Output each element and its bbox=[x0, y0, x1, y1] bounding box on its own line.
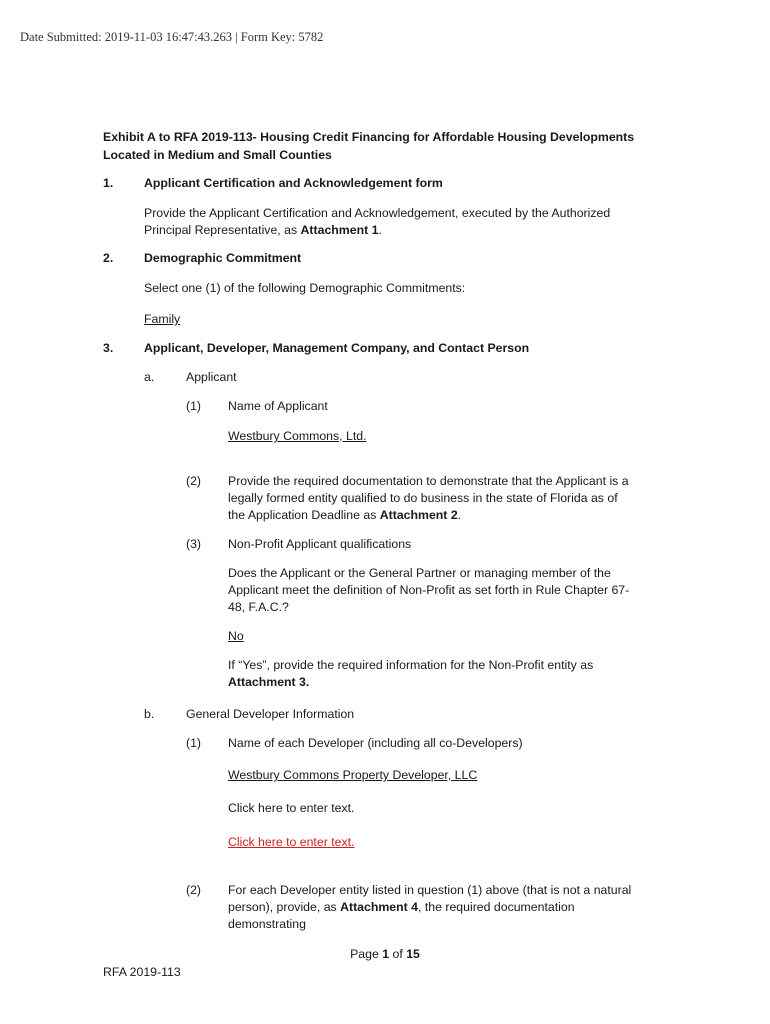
q-a1-number: (1) bbox=[186, 399, 202, 413]
section-1-body bbox=[144, 205, 649, 239]
section-3-number: 3. bbox=[103, 341, 114, 355]
attachment-2-ref: Attachment 2 bbox=[379, 508, 458, 522]
page-current: 1 bbox=[382, 947, 390, 961]
q-b2-body: For each Developer entity listed in question (1) above (that is not a natural person), provide, as bbox=[228, 883, 632, 914]
q-a2-end: . bbox=[457, 508, 462, 522]
nonprofit-question: Does the Applicant or the General Partner or managing member of the Applicant meet the definition of Non-Profit as set forth in Rule Chapter 67-48, F.A.C.? bbox=[228, 566, 630, 614]
q-a2-number: (2) bbox=[186, 474, 202, 488]
q-a2-body: Provide the required documentation to demonstrate that the Applicant is a legally formed entity qualified to do business in the state of Florida as of the Application Deadline as bbox=[228, 474, 629, 522]
nonprofit-note bbox=[228, 657, 633, 691]
subsection-b-label: b. bbox=[144, 707, 155, 721]
q-b2-end: , the required documentation demonstrating bbox=[228, 900, 575, 931]
section-2-number: 2. bbox=[103, 251, 114, 265]
q-a3-number: (3) bbox=[186, 537, 202, 551]
q-a1-text: Name of Applicant bbox=[228, 399, 328, 413]
subsection-a-label: a. bbox=[144, 370, 155, 384]
q-b1-number: (1) bbox=[186, 736, 202, 750]
applicant-name-answer[interactable]: Westbury Commons, Ltd. bbox=[228, 429, 367, 443]
page-label: Page bbox=[350, 947, 383, 961]
developer-name-answer[interactable]: Westbury Commons Property Developer, LLC bbox=[228, 768, 478, 782]
section-2-body: Select one (1) of the following Demographic Commitments: bbox=[144, 281, 466, 295]
attachment-3-ref: Attachment 3. bbox=[228, 675, 310, 689]
section-1-body-text: Provide the Applicant Certification and Acknowledgement, executed by the Authorized Principal Representative, as bbox=[144, 206, 611, 237]
q-b1-text: Name of each Developer (including all co-Developers) bbox=[228, 736, 523, 750]
demographic-answer[interactable]: Family bbox=[144, 312, 181, 326]
section-2-heading: Demographic Commitment bbox=[144, 251, 302, 265]
section-1-number: 1. bbox=[103, 176, 114, 190]
q-b2-number: (2) bbox=[186, 883, 202, 897]
subsection-a-title: Applicant bbox=[186, 370, 237, 384]
nonprofit-answer[interactable]: No bbox=[228, 629, 244, 643]
developer-placeholder-2[interactable]: Click here to enter text. bbox=[228, 835, 355, 849]
document-title: Exhibit A to RFA 2019-113- Housing Credit Financing for Affordable Housing Developments Located in Medium and Small Counties bbox=[103, 130, 635, 162]
footer-rfa: RFA 2019-113 bbox=[103, 965, 181, 979]
page-of: of bbox=[389, 947, 407, 961]
nonprofit-note-text: If “Yes”, provide the required information for the Non-Profit entity as bbox=[228, 658, 594, 672]
subsection-b-title: General Developer Information bbox=[186, 707, 355, 721]
submission-header: Date Submitted: 2019-11-03 16:47:43.263 | Form Key: 5782 bbox=[20, 30, 324, 44]
section-3-heading: Applicant, Developer, Management Company, and Contact Person bbox=[144, 341, 530, 355]
q-a2-text bbox=[228, 473, 633, 524]
page-total: 15 bbox=[406, 947, 420, 961]
page-number bbox=[0, 946, 770, 963]
developer-placeholder-1[interactable]: Click here to enter text. bbox=[228, 801, 355, 815]
attachment-4-ref: Attachment 4 bbox=[340, 900, 419, 914]
q-a3-text: Non-Profit Applicant qualifications bbox=[228, 537, 412, 551]
section-1-body-end: . bbox=[378, 223, 382, 237]
q-b2-text bbox=[228, 882, 633, 933]
section-1-heading: Applicant Certification and Acknowledgement form bbox=[144, 176, 443, 190]
attachment-1-ref: Attachment 1 bbox=[300, 223, 379, 237]
